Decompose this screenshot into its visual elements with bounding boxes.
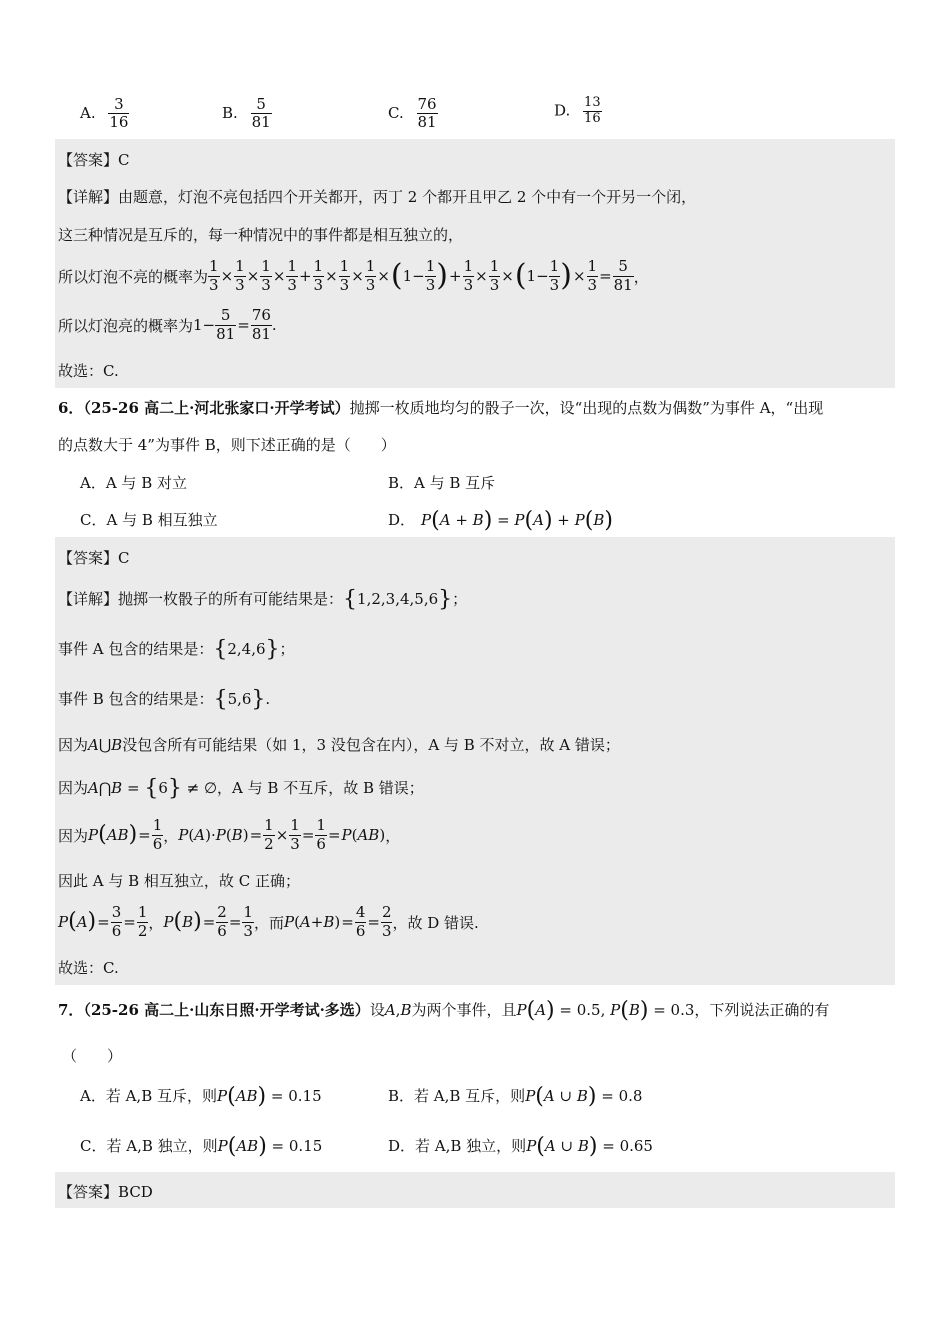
numerator: 76 [417,95,437,113]
outcome-set: 2,4,6 [227,640,266,658]
detail-tag: 【详解】 [58,188,119,206]
q6-detail-line8-formula: P ( A ) = $\frac{3}{6}$ = $\frac{1}{2}$ ， P ( B ) = $\frac{2}{6}$ = $\frac{1}{3}$ ，而 P ( A + B ) = $\frac{4}{6}$ = $\frac{2}{3}$ ，故 D 错误. [58,903,479,940]
q6-detail-line7: 因此 A 与 B 相互独立，故 C 正确； [58,872,300,890]
option-value: 0.15 [288,1087,322,1105]
q6-option-b: B．A 与 B 互斥 [388,474,496,492]
fraction [108,96,129,132]
detail-text: 因为 [58,826,89,845]
detail-text: 因为 [58,779,89,797]
answer-value: C [118,151,130,169]
q5-choose-line: 故选：C. [58,362,119,380]
q7-option-a: A．若 A,B 互斥，则P(AB) = 0.15 [80,1084,322,1109]
formula-prefix: 所以灯泡亮的概率为 [58,316,194,335]
question-stem: 为两个事件，且 [411,1001,517,1019]
q5-detail-line3-formula: 所以灯泡不亮的概率为 $\frac{1}{3}$ × $\frac{1}{3}$ × $\frac{1}{3}$ × $\frac{1}{3}$ + $\frac{1}{3}$ × $\frac{1}{3}$ × $\frac{1}{3}$ × ( 1− $\frac{1}{3}$ ) + $\frac{1}{3}$ × $\frac{1}{3}$ × ( 1− $\frac{1}{3}$ ) × $\frac{1}{3}$ = $\frac{5}{81}$ ， [58,257,649,294]
question-stem: ，下列说法正确的有 [694,1001,830,1019]
q6-detail-line2: 事件 A 包含的结果是：{2,4,6}； [58,637,295,662]
question-source: （25-26 高二上·山东日照·开学考试·多选） [83,1001,370,1019]
option-label: C. [388,103,404,122]
fraction [251,96,272,132]
option-text: D．若 A,B 独立，则 [388,1137,527,1155]
q5-option-a [80,96,129,132]
q7-answer-block [55,1172,895,1208]
option-label: D． [388,511,416,529]
q5-detail-line4-formula: 所以灯泡亮的概率为 1− $\frac{5}{81}$ = $\frac{76}{81}$ . [58,306,277,343]
q7-stem-line2: （ ） [62,1047,123,1065]
q7-stem-line1: 7．（25-26 高二上·山东日照·开学考试·多选）设A,B为两个事件，且P(A) = 0.5, P(B) = 0.3，下列说法正确的有 [58,998,830,1023]
detail-text: ，A 与 B 不互斥，故 B 错误； [217,779,424,797]
q5-option-c [388,96,438,132]
detail-text: 因为 [58,736,89,754]
detail-text: ，故 D 错误. [392,913,479,932]
q5-detail-line2: 这三种情况是互斥的，每一种情况中的事件都是相互独立的， [58,226,464,244]
denominator: 81 [251,113,271,132]
q5-option-b [222,96,272,132]
option-value: 0.8 [618,1087,643,1105]
answer-tag: 【答案】 [58,151,119,169]
detail-text: 抛掷一枚骰子的所有可能结果是： [118,590,344,608]
q6-answer-line [58,547,130,568]
q6-detail-line1: 【详解】抛掷一枚骰子的所有可能结果是：{1,2,3,4,5,6}； [58,587,468,612]
q6-stem-line2: 的点数大于 4”为事件 B，则下述正确的是（ ） [58,436,396,454]
question-stem: 设 [369,1001,385,1019]
q6-detail-line4: 因为A⋃B没包含所有可能结果（如 1，3 没包含在内），A 与 B 不对立，故 A 错误； [58,736,620,754]
q7-answer-line [58,1181,153,1202]
option-text: A．若 A,B 互斥，则 [80,1087,217,1105]
q6-detail-line6-formula: 因为 P ( AB ) = $\frac{1}{6}$ ， P ( A )· P ( B ) = $\frac{1}{2}$ × $\frac{1}{3}$ = $\frac{1}{6}$ = P ( AB ) ， [58,816,401,853]
option-value: 0.15 [288,1137,323,1155]
detail-text: 由题意，灯泡不亮包括四个开关都开，丙丁 2 个都开且甲乙 2 个中有一个开另一个闭， [118,188,697,206]
formula-prefix: 所以灯泡不亮的概率为 [58,267,209,286]
q7-option-b: B．若 A,B 互斥，则P(A ∪ B) = 0.8 [388,1084,643,1109]
q6-detail-line5: 因为A⋂B = {6} ≠ ∅，A 与 B 不互斥，故 B 错误； [58,776,424,801]
q7-option-d: D．若 A,B 独立，则P(A ∪ B) = 0.65 [388,1134,653,1159]
q5-option-d [554,96,602,127]
question-number: 6． [58,399,84,417]
denominator: 16 [584,110,601,126]
detail-tag: 【详解】 [58,590,119,608]
fraction [417,96,438,132]
q6-option-a: A．A 与 B 对立 [80,474,187,492]
outcome-set: 5,6 [227,690,252,708]
q6-choose-line: 故选：C. [58,959,119,977]
answer-tag: 【答案】 [58,1183,119,1201]
q5-detail-line1 [58,186,696,207]
fraction [583,96,602,127]
detail-text: 事件 B 包含的结果是： [58,690,214,708]
q6-option-c: C．A 与 B 相互独立 [80,511,218,529]
q6-stem-line1 [58,397,823,418]
option-label: D. [554,101,571,120]
option-label: A. [80,103,96,122]
option-text: B．若 A,B 互斥，则 [388,1087,526,1105]
answer-value: BCD [118,1183,153,1201]
detail-text: ，而 [253,913,284,932]
numerator: 5 [251,96,272,114]
option-text: C．若 A,B 独立，则 [80,1137,218,1155]
question-source: （25-26 高二上·河北张家口·开学考试） [83,399,350,417]
option-value: 0.65 [619,1137,653,1155]
numerator: 13 [584,95,601,110]
detail-text: 事件 A 包含的结果是： [58,640,214,658]
option-label: B. [222,103,238,122]
detail-text: 没包含所有可能结果（如 1，3 没包含在内），A 与 B 不对立，故 A 错误； [122,736,620,754]
numerator: 3 [108,96,129,114]
q6-option-d: D． P(A + B) = P(A) + P(B) [388,508,613,533]
denominator: 16 [109,113,129,132]
q7-option-c: C．若 A,B 独立，则P(AB) = 0.15 [80,1134,323,1159]
outcome-set: 1,2,3,4,5,6 [357,590,439,608]
answer-value: C [118,549,130,567]
question-number: 7． [58,1001,84,1019]
answer-tag: 【答案】 [58,549,119,567]
q6-detail-line3: 事件 B 包含的结果是：{5,6}. [58,687,271,712]
denominator: 81 [417,113,437,132]
q5-answer-line [58,149,130,170]
question-stem: 抛掷一枚质地均匀的骰子一次，设“出现的点数为偶数”为事件 A，“出现 [349,399,824,417]
